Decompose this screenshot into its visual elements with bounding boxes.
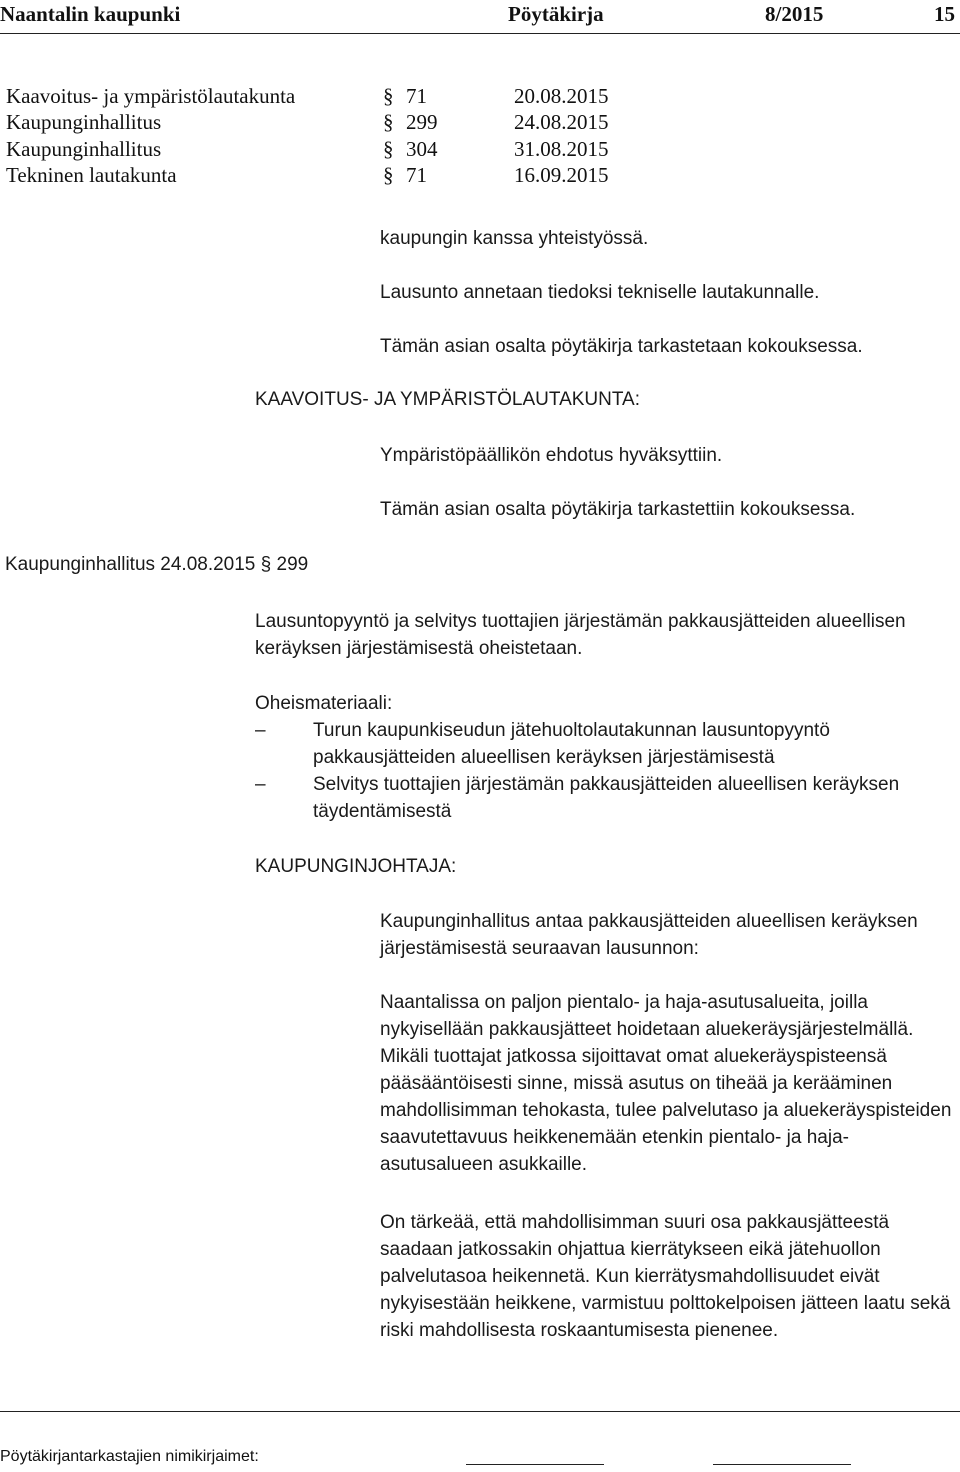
- attachment-text: Turun kaupunkiseudun jätehuoltolautakunnan lausuntopyyntö pakkausjätteiden alueellisen keräyksen järjestämisestä: [313, 720, 830, 768]
- oheismateriaali-label: Oheismateriaali:: [255, 693, 393, 714]
- meeting-number: 71: [406, 84, 427, 108]
- meeting-date: 20.08.2015: [514, 84, 609, 108]
- meeting-body: Kaupunginhallitus: [6, 110, 162, 134]
- meeting-body: Kaavoitus- ja ympäristölautakunta: [6, 84, 296, 108]
- dash-bullet: –: [255, 720, 266, 741]
- header-divider: [0, 33, 960, 34]
- meeting-date: 31.08.2015: [514, 137, 609, 161]
- issue-number: 8/2015: [765, 2, 824, 26]
- dash-bullet: –: [255, 774, 266, 795]
- document-type: Pöytäkirja: [508, 2, 604, 26]
- attachment-text: Selvitys tuottajien järjestämän pakkausjätteiden alueellisen keräyksen täydentämisestä: [313, 774, 900, 822]
- paragraph-tarkastettiin: Tämän asian osalta pöytäkirja tarkastettiin kokouksessa.: [380, 499, 856, 520]
- kaavoitus-heading: KAAVOITUS- JA YMPÄRISTÖLAUTAKUNTA:: [255, 389, 641, 410]
- meeting-row: [6, 136, 706, 163]
- section-sign: §: [383, 137, 394, 161]
- footer-divider: [0, 1411, 960, 1412]
- section-sign: §: [383, 163, 394, 187]
- initials-line: [466, 1464, 604, 1465]
- kaupunginhallitus-label: Kaupunginhallitus 24.08.2015 § 299: [5, 554, 309, 575]
- initials-line: [713, 1464, 851, 1465]
- section-sign: §: [383, 110, 394, 134]
- page-number: 15: [934, 2, 955, 26]
- meeting-number: 71: [406, 163, 427, 187]
- meeting-row: [6, 109, 706, 136]
- meeting-number: 299: [406, 110, 438, 134]
- meeting-row: [6, 83, 706, 110]
- meeting-body: Kaupunginhallitus: [6, 137, 162, 161]
- paragraph-lausuntopyynto: Lausuntopyyntö ja selvitys tuottajien järjestämän pakkausjätteiden alueellisen keräyksen järjestämisestä oheistetaan.: [255, 611, 906, 659]
- municipality-name: Naantalin kaupunki: [0, 2, 181, 26]
- paragraph-ehdotus: Ympäristöpäällikön ehdotus hyväksyttiin.: [380, 445, 723, 466]
- meeting-date: 24.08.2015: [514, 110, 609, 134]
- meeting-row: [6, 162, 706, 189]
- paragraph-tarkastetaan: Tämän asian osalta pöytäkirja tarkastetaan kokouksessa.: [380, 336, 863, 357]
- paragraph-tarkeaa: On tärkeää, että mahdollisimman suuri osa pakkausjätteestä saadaan jatkossakin ohjattua kierrätykseen eikä jätehuollon palvelutasoa heikennetä. Kun kierrätysmahdollisuudet eivät nykyisestään heikkene, varmistuu polttokelpoisen jätteen laatu sekä riski mahdollisesta roskaantumisesta pienenee.: [380, 1212, 951, 1341]
- paragraph-naantalissa: Naantalissa on paljon pientalo- ja haja-asutusalueita, joilla nykyisellään pakkausjätteet hoidetaan aluekeräysjärjestelmällä. Mikäli tuottajat jatkossa sijoittavat omat aluekeräyspisteensä pääsääntöisesti sinne, missä asutus on tiheää ja kerääminen mahdollisimman tehokasta, tulee palvelutaso ja aluekeräyspisteiden saavutettavuus heikkenemään etenkin pientalo- ja haja-asutusalueen asukkaille.: [380, 992, 952, 1175]
- reviewers-initials-label: Pöytäkirjantarkastajien nimikirjaimet:: [0, 1448, 259, 1465]
- paragraph-lausunto: Lausunto annetaan tiedoksi tekniselle lautakunnalle.: [380, 282, 820, 303]
- section-sign: §: [383, 84, 394, 108]
- meeting-date: 16.09.2015: [514, 163, 609, 187]
- paragraph-kh-antaa: Kaupunginhallitus antaa pakkausjätteiden alueellisen keräyksen järjestämisestä seuraavan lausunnon:: [380, 911, 918, 959]
- meeting-body: Tekninen lautakunta: [6, 163, 177, 187]
- paragraph-cooperation: kaupungin kanssa yhteistyössä.: [380, 228, 649, 249]
- kaupunginjohtaja-heading: KAUPUNGINJOHTAJA:: [255, 856, 457, 877]
- meeting-number: 304: [406, 137, 438, 161]
